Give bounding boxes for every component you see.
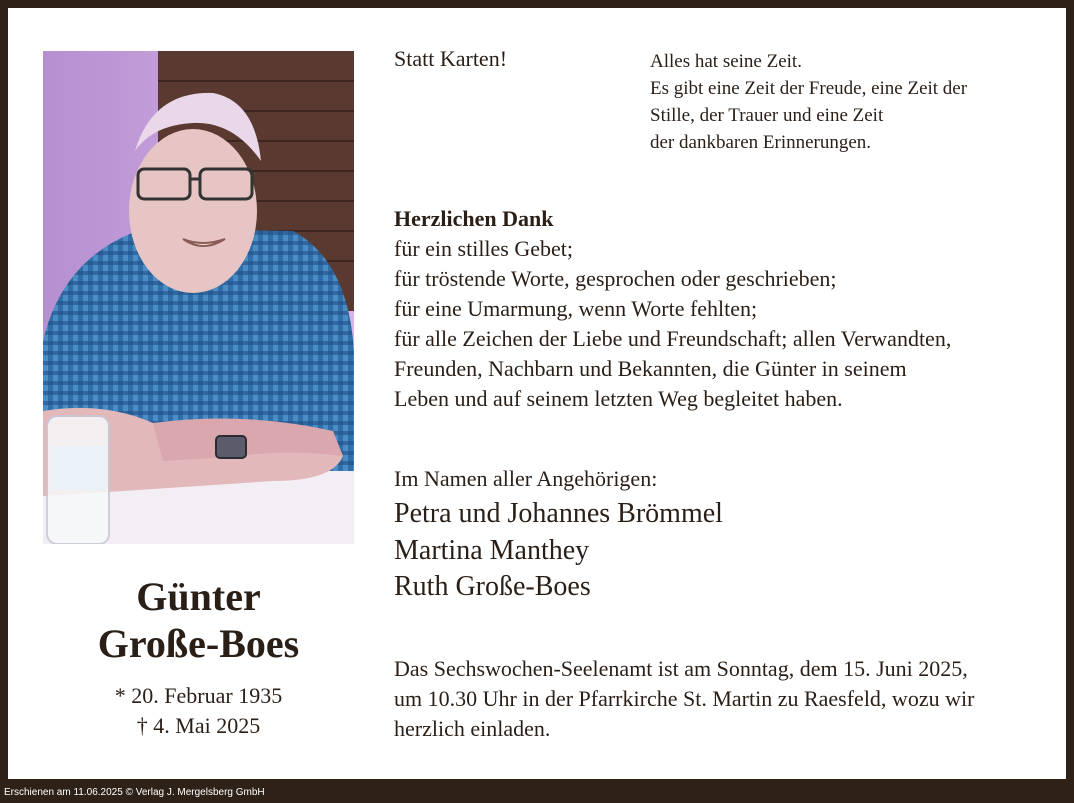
thanks-line: für tröstende Worte, gesprochen oder geschrieben; <box>394 266 837 291</box>
thanks-line: für eine Umarmung, wenn Worte fehlten; <box>394 296 758 321</box>
family-member: Martina Manthey <box>394 534 590 566</box>
life-dates <box>43 681 354 741</box>
birth-date: * 20. Februar 1935 <box>114 683 283 708</box>
thanks-heading: Herzlichen Dank <box>394 206 554 231</box>
mass-line: um 10.30 Uhr in der Pfarrkirche St. Martin zu Raesfeld, wozu wir <box>394 686 975 711</box>
family-list <box>394 496 723 606</box>
mass-announcement <box>394 654 1054 744</box>
death-date: † 4. Mai 2025 <box>136 713 261 738</box>
thanks-line: für ein stilles Gebet; <box>394 236 574 261</box>
family-member: Ruth Große-Boes <box>394 571 591 602</box>
deceased-first-name: Günter <box>136 574 261 619</box>
publication-footer: Erschienen am 11.06.2025 © Verlag J. Mergelsberg GmbH <box>4 787 265 798</box>
quote-line: Alles hat seine Zeit. <box>650 51 802 72</box>
mass-line: Das Sechswochen-Seelenamt ist am Sonntag, dem 15. Juni 2025, <box>394 656 968 681</box>
family-member: Petra und Johannes Brömmel <box>394 498 723 529</box>
thanks-line: Freunden, Nachbarn und Bekannten, die Günter in seinem <box>394 356 907 381</box>
deceased-block <box>43 573 354 741</box>
thanks-line: für alle Zeichen der Liebe und Freundschaft; allen Verwandten, <box>394 326 952 351</box>
portrait-photo <box>43 51 354 544</box>
thanks-line: Leben und auf seinem letzten Weg begleitet haben. <box>394 386 843 411</box>
quote-line: Stille, der Trauer und eine Zeit <box>650 105 884 126</box>
quote-line: der dankbaren Erinnerungen. <box>650 132 872 153</box>
mass-line: herzlich einladen. <box>394 716 551 741</box>
obituary-card <box>8 8 1066 779</box>
statt-karten-label: Statt Karten! <box>394 46 508 71</box>
quote-line: Es gibt eine Zeit der Freude, eine Zeit der <box>650 78 968 99</box>
deceased-last-name: Große-Boes <box>97 621 300 666</box>
on-behalf-label: Im Namen aller Angehörigen: <box>394 466 658 491</box>
thanks-block <box>394 204 1054 414</box>
quote-block <box>650 48 967 156</box>
